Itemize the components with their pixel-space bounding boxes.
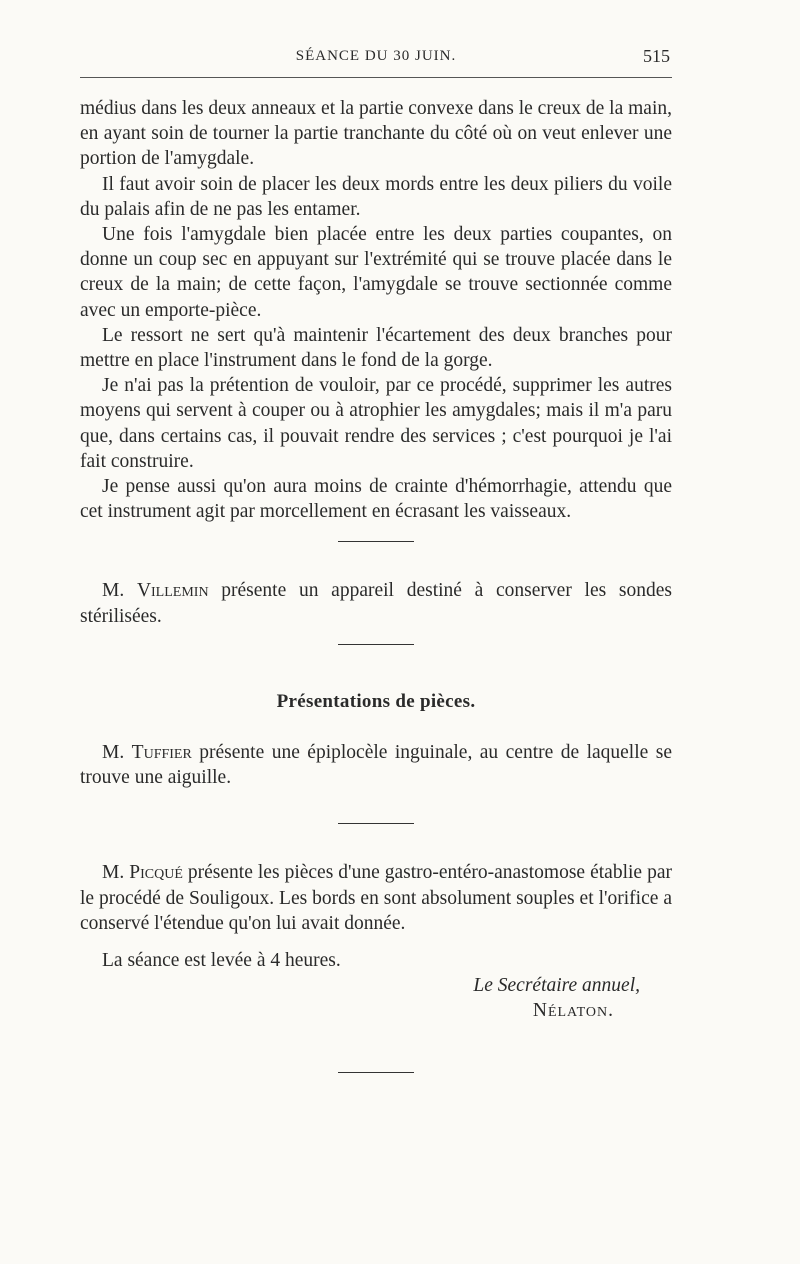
paragraph: Je n'ai pas la prétention de vouloir, par ce procédé, supprimer les autres moyens qui servent à couper ou à atrophier les amygdales; mais il m'a paru que, dans certains cas, il pouvait rendre des services ; c'est pourquoi je l'ai fait construire. [80,375,672,472]
paragraph-text: présente un appareil destiné à conserver les sondes stérilisées. [80,580,672,627]
running-header [80,44,672,70]
speaker-prefix: M. [102,862,130,884]
tuffier-paragraph [80,740,672,790]
paragraph-text: présente les pièces d'une gastro-entéro-anastomose établie par le procédé de Souligoux. Les bords en sont absolument souples et l'orifice a conservé l'étendue qu'on lui avait donnée. [80,862,673,934]
villemin-paragraph [80,578,672,628]
speaker-prefix: M. [102,742,132,764]
paragraph-text: présente une épiplocèle inguinale, au centre de laquelle se trouve une aiguille. [80,742,672,789]
picque-paragraph [80,860,672,936]
separator-rule [338,644,414,645]
paragraph: Le ressort ne sert qu'à maintenir l'écartement des deux branches pour mettre en place l'instrument dans le fond de la gorge. [80,324,672,372]
closing-line: La séance est levée à 4 heures. [102,950,341,972]
speaker-name: Villemin [136,580,209,602]
header-rule [80,77,672,78]
page-number: 515 [643,46,670,66]
paragraph: Il faut avoir soin de placer les deux mords entre les deux piliers du voile du palais afin de ne pas les entamer. [80,173,672,220]
separator-rule [338,541,414,542]
separator-rule [338,1072,414,1073]
signature-role: Le Secrétaire annuel, [473,975,640,997]
paragraph: Je pense aussi qu'on aura moins de crainte d'hémorrhagie, attendu que cet instrument agit par morcellement en écrasant les vaisseaux. [80,476,672,523]
section-title: Présentations de pièces. [276,690,476,712]
speaker-name: Picqué [129,862,183,884]
header-title: SÉANCE DU 30 JUIN. [295,48,457,64]
speaker-name: Tuffier [131,742,192,764]
speaker-prefix: M. [102,580,137,602]
signature-name: Nélaton. [532,1000,614,1022]
paragraph: Une fois l'amygdale bien placée entre les deux parties coupantes, on donne un coup sec en appuyant sur l'extrémité qui se trouve placée dans le creux de la main; de cette façon, l'amygdale se trouve sectionnée comme avec un emporte-pièce. [80,224,672,321]
separator-rule [338,823,414,824]
page-body [80,96,672,1073]
paragraph: médius dans les deux anneaux et la partie convexe dans le creux de la main, en ayant soin de tourner la partie tranchante du côté où on veut enlever une portion de l'amygdale. [80,98,672,170]
